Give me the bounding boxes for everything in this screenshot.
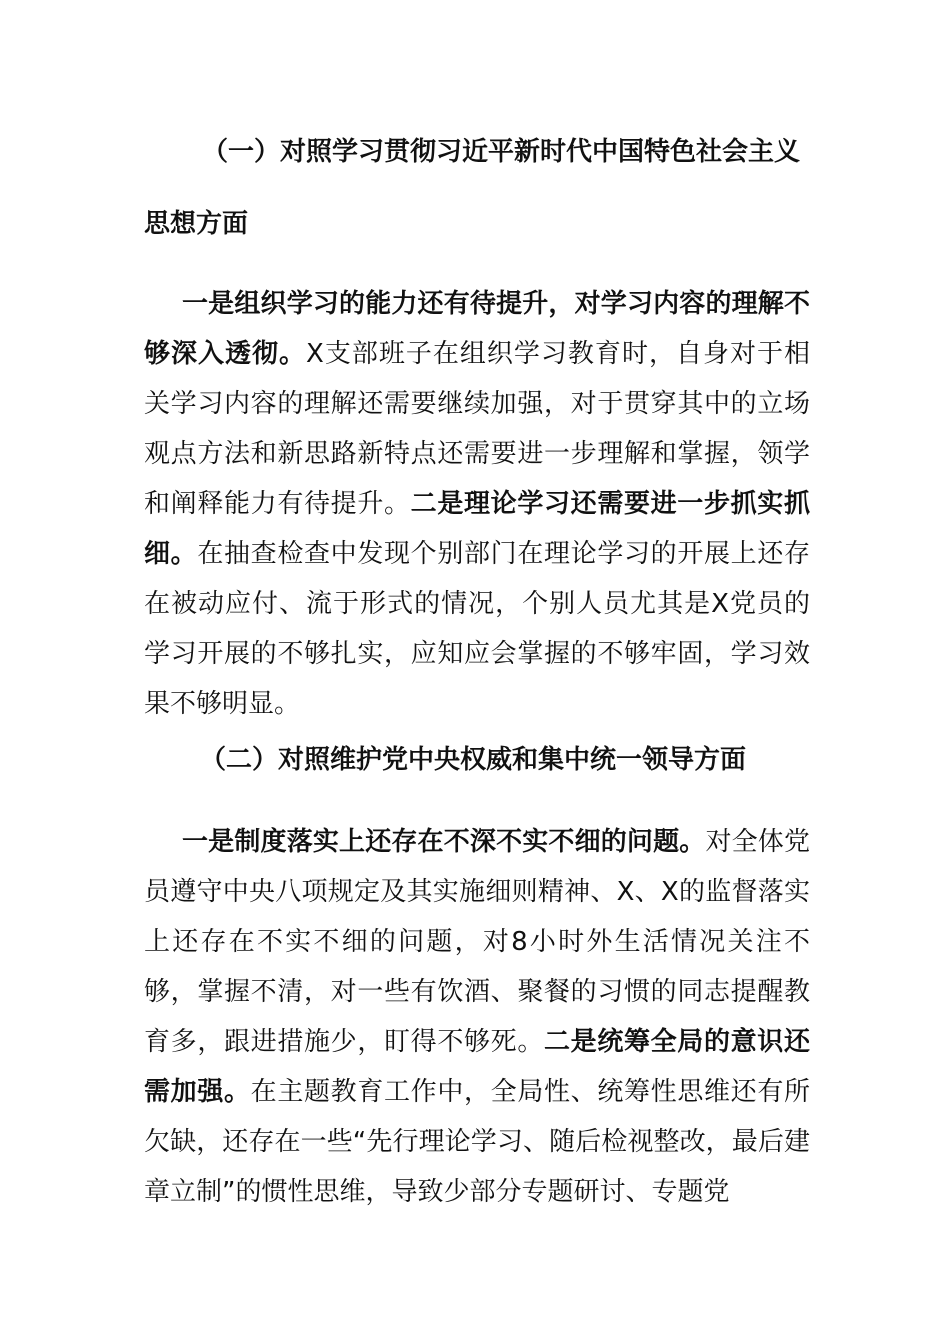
point-1-title: 一是组织学习的能力还有待提升，对学习内容的理解不够深入透彻。	[144, 289, 810, 369]
section-1-paragraph	[144, 279, 810, 729]
section-2-paragraph	[144, 817, 810, 1217]
point-1-title: 一是制度落实上还存在不深不实不细的问题。	[182, 827, 706, 857]
section-1-heading: （一）对照学习贯彻习近平新时代中国特色社会主义	[202, 137, 801, 167]
point-2-title: 二是理论学习还需要进一步抓实抓细。	[144, 489, 810, 569]
point-1-body: X支部班子在组织学习教育时，自身对于相关学习内容的理解还需要继续加强，对于贯穿其中的立场观点方法和新思路新特点还需要进一步理解和掌握，领学和阐释能力有待提升。	[144, 339, 810, 519]
section-1-heading-continued: 思想方面	[144, 209, 249, 239]
point-2-body: 在主题教育工作中，全局性、统筹性思维还有所欠缺，还存在一些“先行理论学习、随后检视整改，最后建章立制”的惯性思维，导致少部分专题研讨、专题党	[144, 1077, 810, 1207]
section-2-heading: （二）对照维护党中央权威和集中统一领导方面	[200, 745, 747, 775]
point-1-body: 对全体党员遵守中央八项规定及其实施细则精神、X、X的监督落实上还存在不实不细的问题，对8小时外生活情况关注不够，掌握不清，对一些有饮酒、聚餐的习惯的同志提醒教育多，跟进措施少，盯得不够死。	[144, 827, 810, 1057]
point-2-body: 在抽查检查中发现个别部门在理论学习的开展上还存在被动应付、流于形式的情况，个别人员尤其是X党员的学习开展的不够扎实，应知应会掌握的不够牢固，学习效果不够明显。	[144, 539, 810, 719]
point-2-title: 二是统筹全局的意识还需加强。	[144, 1027, 810, 1107]
